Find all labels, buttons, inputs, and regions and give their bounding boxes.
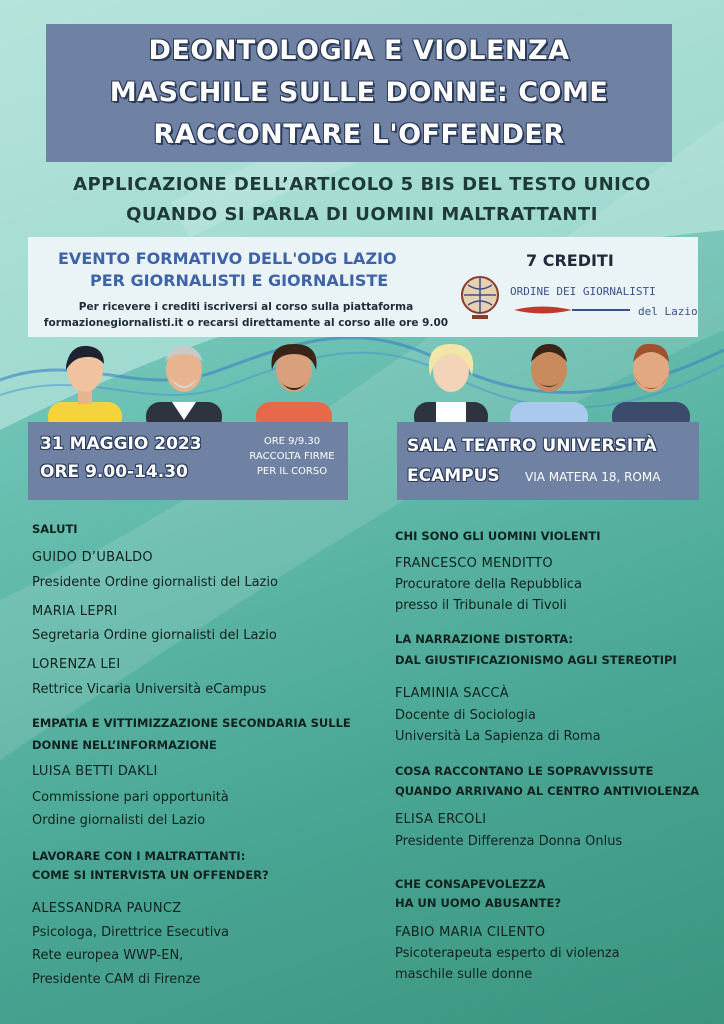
event-note: formazionegiornalisti.it o recarsi direttamente al corso alle ore 9.00 [43,317,449,329]
subtitle-line: APPLICAZIONE DELL’ARTICOLO 5 BIS DEL TESTO UNICO [73,174,651,195]
program-left-sec: SALUTI [32,522,78,536]
event-note: Per ricevere i crediti iscriversi al corso sulla piattaforma [78,301,414,313]
program-right-sec: LA NARRAZIONE DISTORTA: [395,632,573,646]
people-illustration [0,340,724,425]
credits-label: 7 CREDITI [526,251,614,270]
program-right-role: Psicoterapeuta esperto di violenza [395,946,620,961]
event-box [28,237,698,337]
subtitle-line: QUANDO SI PARLA DI UOMINI MALTRATTANTI [126,204,598,225]
person-3-icon [256,344,332,425]
title-line: RACCONTARE L'OFFENDER [153,119,565,150]
event-title: PER GIORNALISTI E GIORNALISTE [90,271,389,290]
program-left-role: Segretaria Ordine giornalisti del Lazio [32,628,277,643]
logo-sub: del Lazio [638,305,698,318]
date-box [28,422,348,500]
place-name: SALA TEATRO UNIVERSITÀ [407,436,657,456]
title-line: MASCHILE SULLE DONNE: COME [109,77,609,108]
program-right-name: FRANCESCO MENDITTO [395,556,553,571]
event-title: EVENTO FORMATIVO DELL'ODG LAZIO [58,249,397,268]
title-line: DEONTOLOGIA E VIOLENZA [148,35,570,66]
program-left-sec: DONNE NELL’INFORMAZIONE [32,738,217,752]
program-left-name: MARIA LEPRI [32,604,118,619]
program-right-sec: DAL GIUSTIFICAZIONISMO AGLI STEREOTIPI [395,653,677,667]
program-left-role: Rettrice Vicaria Università eCampus [32,682,267,697]
place-box [397,422,699,500]
program-right-role: Procuratore della Repubblica [395,577,582,592]
date-note: ORE 9/9.30 [263,436,321,447]
program-right-role: presso il Tribunale di Tivoli [395,598,567,613]
program-right-name: ELISA ERCOLI [395,812,487,827]
program-left-sec: COME SI INTERVISTA UN OFFENDER? [32,868,269,882]
program-left-name: GUIDO D’UBALDO [32,550,153,565]
program-right-role: Università La Sapienza di Roma [395,729,601,744]
program-left-role: Ordine giornalisti del Lazio [32,813,206,828]
program-left-sec: EMPATIA E VITTIMIZZAZIONE SECONDARIA SULLE [32,716,351,730]
program-right-role: Docente di Sociologia [395,708,536,723]
person-5-icon [510,344,588,425]
program-left-sec: LAVORARE CON I MALTRATTANTI: [32,849,246,863]
program-left-role: Commissione pari opportunità [32,790,229,805]
program-right-role: maschile sulle donne [395,967,533,982]
title-box [46,24,672,162]
program-right-role: Presidente Differenza Donna Onlus [395,834,623,849]
program-left-role: Rete europea WWP-EN, [32,948,184,963]
logo-name: ORDINE DEI GIORNALISTI [510,285,656,298]
date-day: 31 MAGGIO 2023 [40,434,202,454]
program-right-sec: CHE CONSAPEVOLEZZA [395,877,546,891]
date-time: ORE 9.00-14.30 [40,462,188,482]
place-name-2: ECAMPUS [407,466,500,486]
program-left-name: LUISA BETTI DAKLI [32,764,158,779]
person-1-icon [48,346,122,425]
date-note: PER IL CORSO [256,466,328,477]
globe-logo-icon [458,273,504,323]
program-right-sec: COSA RACCONTANO LE SOPRAVVISSUTE [395,764,654,778]
person-2-icon [146,346,222,425]
date-note: RACCOLTA FIRME [249,451,335,462]
program-right-name: FLAMINIA SACCÀ [395,686,509,701]
program-left-role: Presidente Ordine giornalisti del Lazio [32,575,278,590]
program-left-name: LORENZA LEI [32,657,121,672]
place-address: VIA MATERA 18, ROMA [525,470,661,484]
program-right-name: FABIO MARIA CILENTO [395,925,546,940]
program-left-name: ALESSANDRA PAUNCZ [32,901,182,916]
program-left-role: Psicologa, Direttrice Esecutiva [32,925,229,940]
program-right-sec: QUANDO ARRIVANO AL CENTRO ANTIVIOLENZA [395,784,700,798]
program-right-sec: HA UN UOMO ABUSANTE? [395,896,562,910]
person-4-icon [414,344,488,425]
program-right-sec: CHI SONO GLI UOMINI VIOLENTI [395,529,601,543]
person-6-icon [612,344,690,425]
program-left-role: Presidente CAM di Firenze [32,972,201,987]
quill-logo-icon [512,303,632,317]
